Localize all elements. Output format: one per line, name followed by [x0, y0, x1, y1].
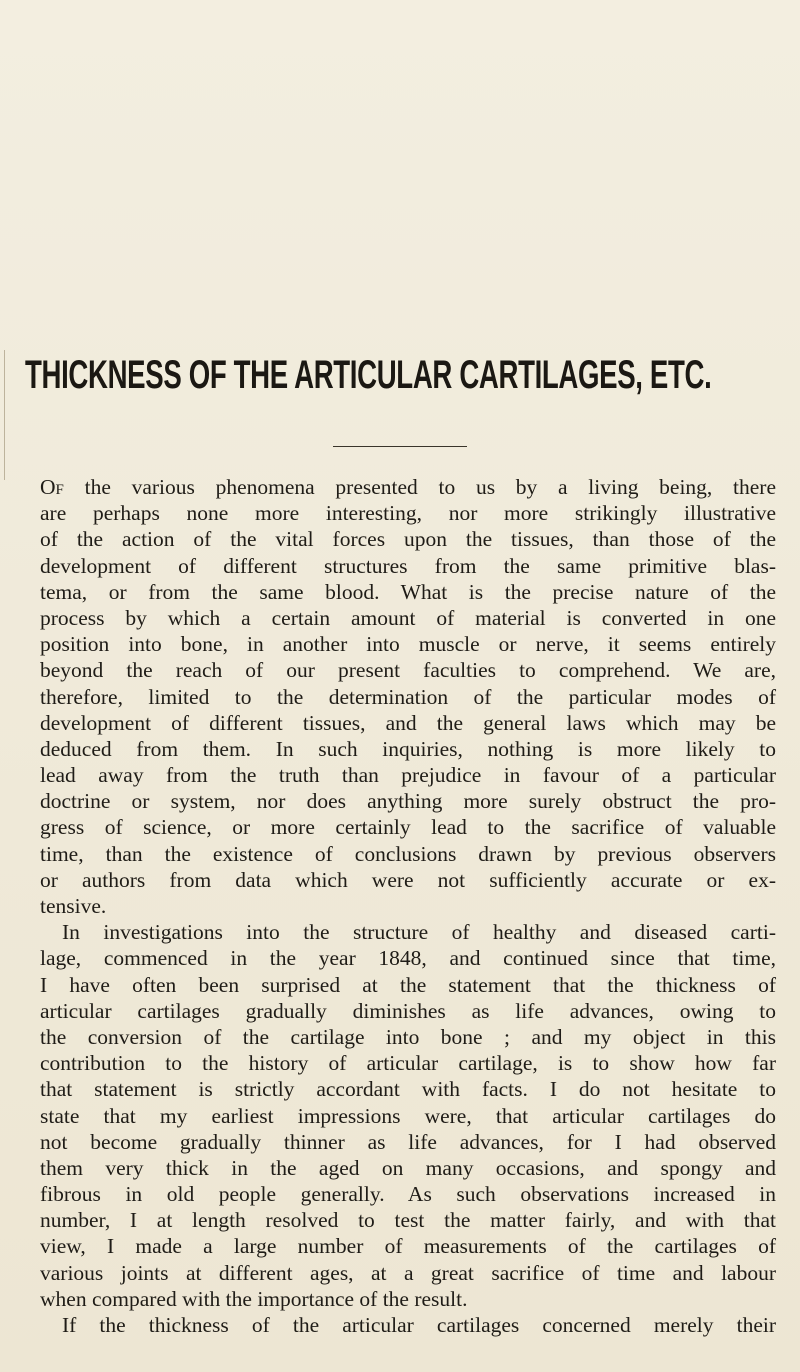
text-line: lead away from the truth than prejudice in favour of a particular [40, 763, 776, 788]
text-line: If the thickness of the articular cartilages concerned merely their [62, 1313, 776, 1337]
opening-word: Of [40, 475, 64, 499]
text-line: various joints at different ages, at a great sacrifice of time and labour [40, 1260, 776, 1285]
text-line: beyond the reach of our present faculties to comprehend. We are, [40, 658, 776, 683]
text-line: fibrous in old people generally. As such observations increased in [40, 1182, 776, 1207]
text-line: contribution to the history of articular cartilage, is to show how far [40, 1051, 776, 1076]
text-line: are perhaps none more interesting, nor more strikingly illustrative [40, 501, 776, 526]
text-line: of the action of the vital forces upon the tissues, than those of the [40, 527, 776, 552]
text-line: tema, or from the same blood. What is the precise nature of the [40, 579, 776, 604]
text-line: time, than the existence of conclusions drawn by previous observers [40, 841, 776, 866]
text-line: or authors from data which were not sufficiently accurate or ex- [40, 867, 776, 892]
text-line: that statement is strictly accordant with facts. I do not hesitate to [40, 1077, 776, 1102]
line-text: the various phenomena presented to us by a living being, there [63, 475, 776, 499]
text-line: the conversion of the cartilage into bone ; and my object in this [40, 1024, 776, 1049]
text-line: process by which a certain amount of material is converted in one [40, 605, 776, 630]
text-line: In investigations into the structure of healthy and diseased carti- [62, 920, 776, 945]
text-line: development of different tissues, and the general laws which may be [40, 710, 776, 735]
chapter-title: THICKNESS OF THE ARTICULAR CARTILAGES, ETC. [25, 353, 712, 397]
text-line: them very thick in the aged on many occasions, and spongy and [40, 1155, 776, 1180]
text-line: not become gradually thinner as life advances, for I had observed [40, 1129, 776, 1154]
text-line: development of different structures from the same primitive blas- [40, 553, 776, 578]
text-line: tensive. [40, 894, 107, 918]
text-line: number, I at length resolved to test the matter fairly, and with that [40, 1208, 776, 1233]
text-line: view, I made a large number of measurements of the cartilages of [40, 1234, 776, 1259]
title-rule-divider [333, 446, 467, 447]
text-line: deduced from them. In such inquiries, nothing is more likely to [40, 736, 776, 761]
text-line: position into bone, in another into muscle or nerve, it seems entirely [40, 632, 776, 657]
text-line: gress of science, or more certainly lead to the sacrifice of valuable [40, 815, 776, 840]
text-line: when compared with the importance of the result. [40, 1286, 468, 1311]
text-line: I have often been surprised at the statement that the thickness of [40, 972, 776, 997]
body-text [40, 474, 776, 1338]
text-line: therefore, limited to the determination of the particular modes of [40, 684, 776, 709]
margin-shadow [4, 350, 5, 480]
text-line: articular cartilages gradually diminishes as life advances, owing to [40, 998, 776, 1023]
text-line: state that my earliest impressions were, that articular cartilages do [40, 1103, 776, 1128]
text-line: doctrine or system, nor does anything more surely obstruct the pro- [40, 789, 776, 814]
text-line [40, 474, 776, 500]
text-line: lage, commenced in the year 1848, and continued since that time, [40, 946, 776, 971]
